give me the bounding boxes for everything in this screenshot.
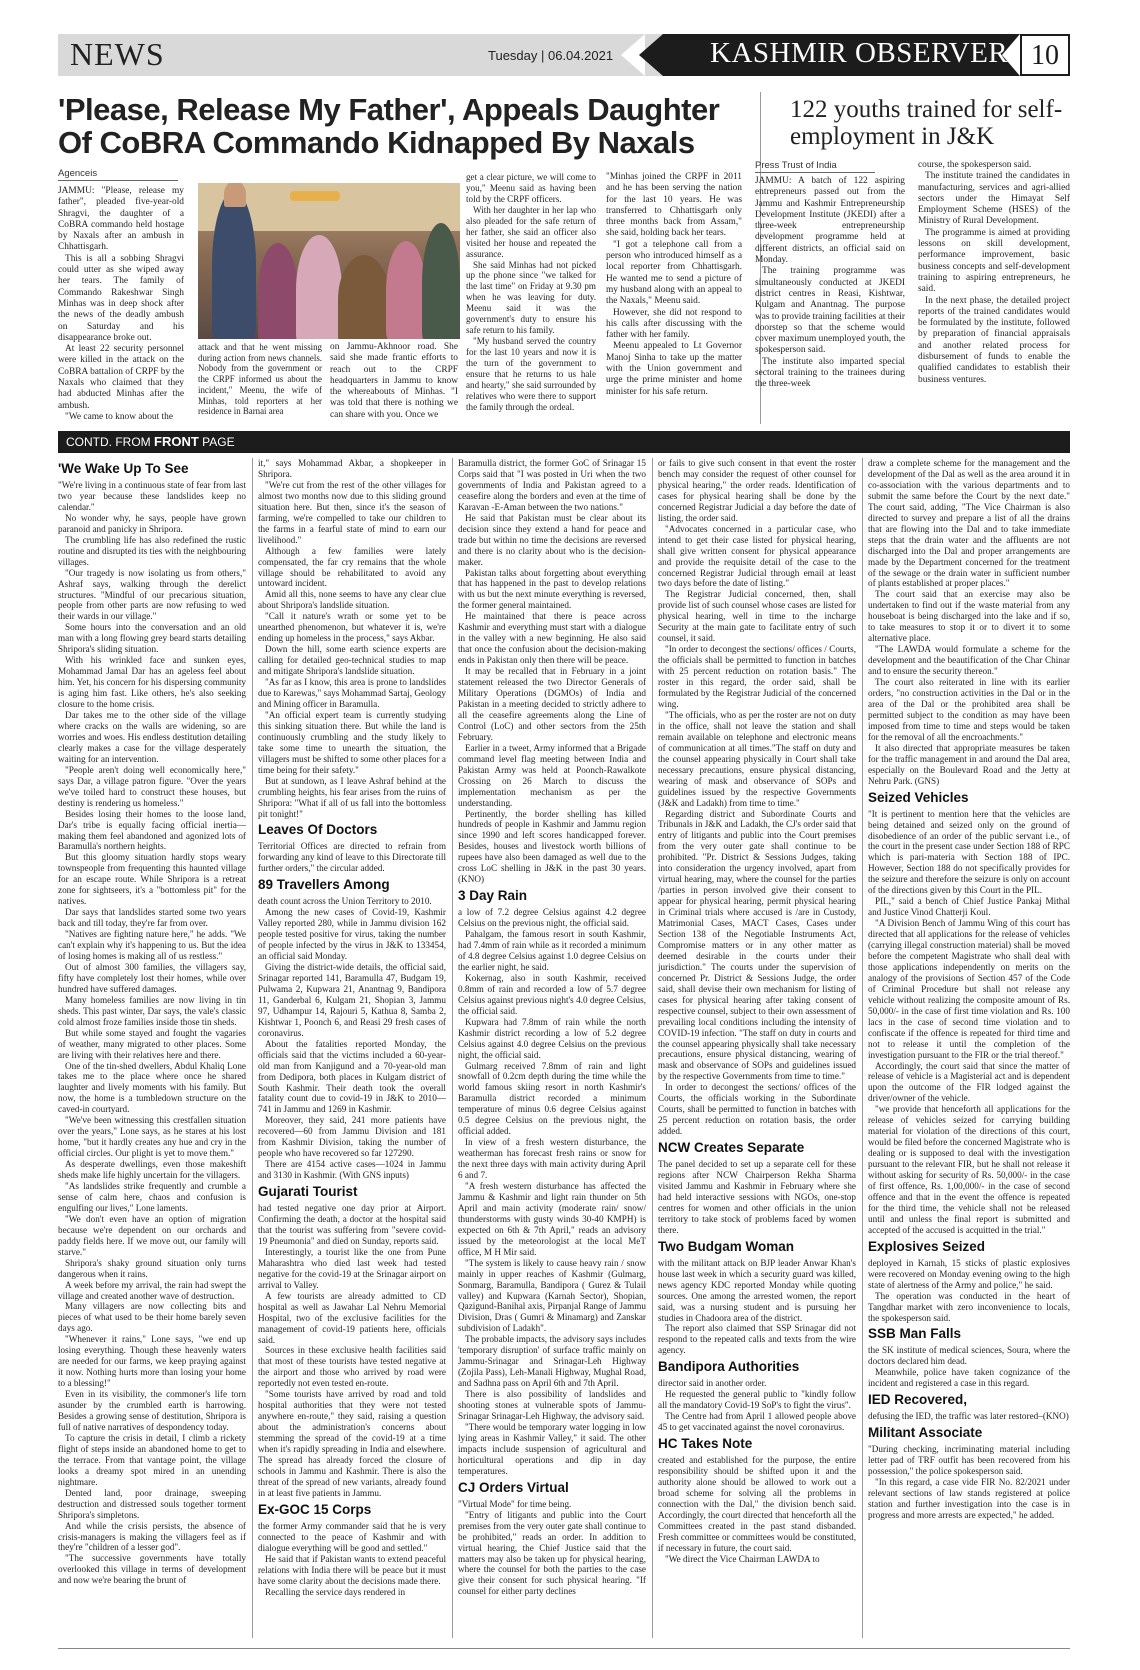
family-photo [198,183,460,339]
subhead: 89 Travellers Among [258,877,390,893]
paragraph: A week before my arrival, the rain had swept the village and created another wave of destruction. [58,1279,246,1301]
paragraph: a low of 7.2 degree Celsius against 4.2 degree Celsius on the previous night, the official said. [458,907,646,929]
paragraph: it," says Mohammad Akbar, a shopkeeper in Shripora. [258,458,446,479]
continued-strong: FRONT [154,434,199,449]
header-left-band [58,34,663,76]
paragraph: "Minhas joined the CRPF in 2011 and he has been serving the nation for the last 10 years. He was transferred to Chhattisgarh only three months back from Assam," she said, holding back her tears. [606,172,742,239]
paragraph: defusing the IED, the traffic was later restored–(KNO) [868,1411,1069,1422]
subhead: 'We Wake Up To See [58,461,189,476]
paragraph: Recalling the service days rendered in [265,1586,406,1597]
paragraph: "People aren't doing well economically here," says Dar, a village patron figure. "Over the years we've toiled hard to construct these houses, but destiny is rendering us homeless." [58,764,246,808]
paragraph: He said that if Pakistan wants to extend peaceful relations with India there will be peace but it must have some clarity about the decisions made there. [258,1553,446,1586]
lead-column-5 [606,172,742,398]
paragraph: "Whenever it rains," Lone says, "we end up losing everything. Though these heavenly waters are needed for our farms, we keep praying against it now. Nothing hurts more than losing your home to a blessing!" [58,1334,246,1389]
paragraph: "we provide that henceforth all applications for the release of vehicles seized for carrying building material for violation of the directions of this court, would be filed before the concerned Magistrate who is dealing or is supposed to deal with the investigation pursuant to the relevant FIR, but he shall not release it without asking for security of Rs. 50,000/- in the case of first offence, Rs. 1,00,000/- in the case of second offence and that in the event the offence is repeated for the third time, the vehicle shall not be released until and unless the final report is submitted and accepted of the accused is acquitted in the trial." [868,1104,1070,1235]
paragraph: Earlier in a tweet, Army informed that a Brigade command level flag meeting between India and Pakistan Army was held at Poonch-Rawalkote Crossing on 26 March to discuss the implementation mechanism as per the understanding. [458,742,646,808]
paragraph: JAMMU: A batch of 122 aspiring entrepreneurs passed out from the Jammu and Kashmir Entrepreneurship Development Institute (JKEDI) after a three-week entrepreneurship development programme held at different districts, an official said on Monday. [755,176,905,266]
paragraph: the SK institute of medical sciences, Soura, where the doctors declared him dead. [868,1345,1070,1367]
paragraph: or fails to give such consent in that event the roster bench may consider the request of other counsel for physical hearing," the order reads. Identification of cases for physical hearing shall be done by the concerned Registrar Judicial a day before the date of listing, the order said. [658,458,856,523]
chevron-left-icon [639,34,663,76]
paragraph: Dar says that landslides started some two years back and till today, they're far from over. [58,907,246,929]
subhead: CJ Orders Virtual [458,1479,569,1495]
paragraph: Regarding district and Subordinate Courts and Tribunals in J&K and Ladakh, the CJ's order said that entry of litigants and public into the Court premises from the very outer gate shall continue to be prohibited. "Pr. District & Sessions Judges, taking into consideration the urgency involved, apart from virtual hearing, may, where the counsel for the parties /parties in person involved give their consent to appear for physical hearing, permit physical hearing in Criminal trials where accused is /are in Custody, Matrimonial Cases, MACT Cases, Cases under Section 138 of the Negotiable Instruments Act, Compromise matters or in any other matter as deemed desirable in the courts under their jurisdiction." The courts under the supervision of concerned Pr. District & Sessions Judge, the order said, shall devise their own mechanism for listing of cases for physical hearing after taking consent of respective counsel, subject to their own assessment of prevailing local conditions including the intensity of COVID-19 infection. "The staff on duty in courts and the counsel appearing physically shall take necessary precautions, ensure physical distancing, wearing of mask and observance of SOPs and guidelines issued by the respective Governments from time to time." [658,808,856,1082]
lead-column-4 [466,172,596,413]
paragraph: To capture the crisis in detail, I climb a rickety flight of steps inside an abandoned home to get to the terrace. From that vantage point, the village looks a dreamy spot mired in an unending nightmare. [58,1432,246,1487]
paragraph: "During checking, incriminating material including letter pad of TRF outfit has been recovered from his possession," the police spokesperson said. [868,1444,1070,1477]
paragraph: Amid all this, none seems to have any clear clue about Shripora's landslide situation. [258,589,446,611]
paragraph: The report also claimed that SSP Srinagar did not respond to the repeated calls and texts from the wire agency. [658,1323,856,1356]
paragraph: Dar takes me to the other side of the village where cracks on the walls are widening, so are worries and woes. His endless destitution detailing clearly makes a case for the village desperately waiting for an intervention. [58,710,246,764]
column-divider [252,458,253,1638]
continued-suffix: PAGE [198,435,235,449]
paragraph: "Our tragedy is now isolating us from others," Ashraf says, walking through the derelict structures. "Mindful of our precarious situation, people from other parts are now refusing to wed their wards in our village." [58,567,246,622]
paragraph: Although a few families were lately compensated, the far cry remains that the whole village should be rehabilitated to avoid any untoward incident. [258,545,446,589]
paragraph: "In order to decongest the sections/ offices / Courts, the officials shall be permitted to function in batches with 25 percent reduction on rotation basis." The roster in this regard, the order said, shall be formulated by the Registrar Judicial of the concerned wing. [658,644,856,709]
lead-byline: Agenceis [58,168,178,181]
paragraph: Pertinently, the border shelling has killed hundreds of people in Kashmir and Jammu region since 1990 and left scores handicapped forever. Besides, houses and livestock worth billions of rupees have also been damaged as well due to the cross LoC shelling in J&K in the past 30 years. (KNO) [458,808,646,885]
paragraph: It may be recalled that in February in a joint statement released the two Director Generals of Military Operations (DGMOs) of India and Pakistan in a meeting decided to strictly adhere to all the ceasefire agreements along the Line of Control (LoC) and other sectors from the 25th February. [458,666,646,742]
paragraph: Dented land, poor drainage, sweeping destruction and distressed souls together torment Shripora's simpletons. [58,1487,246,1520]
paragraph: Gulmarg received 7.8mm of rain and light snowfall of 0.2cm depth during the time while the world famous skiing resort in north Kashmir's Baramulla district recorded a minimum temperature of minus 0.6 degree Celsius against 0.5 degree Celsius on the previous night, the official added. [458,1060,646,1137]
paragraph: "Advocates concerned in a particular case, who intend to get their case listed for physical hearing, shall give written consent for physical appearance and provide the requisite detail of the case to the concerned Registrar Judicial through email at least two days before the date of listing." [658,523,856,589]
paragraph: Kupwara had 7.8mm of rain while the north Kashmir district recording a low of 5.2 degree Celsius against 4.0 degree Celsius on the previous night, the official said. [458,1016,646,1060]
paragraph: "We came to know about the [65,411,173,422]
paragraph: The probable impacts, the advisory says includes 'temporary disruption' of surface traffic mainly on Jammu-Srinagar and Srinagar-Leh Highway (Zojila Pass), Leh-Manali Highway, Mughal Road, and Sadhna pass on April 6th and 7th April. [458,1334,646,1389]
paragraph: created and established for the purpose, the entire responsibility should be shifted upon it and the authority alone should be allowed to work out a broad scheme for solving all the problems in connection with the Dal," the division bench said. Accordingly, the court directed that henceforth all the Committees created in the past stand disbanded. Fresh committee or committees would be constituted, if necessary in future, the court said. [658,1455,856,1553]
continued-bar [58,431,1070,453]
paragraph: The Centre had from April 1 allowed people above 45 to get vaccinated against the novel coronavirus. [658,1411,856,1433]
subhead: Gujarati Tourist [258,1184,358,1200]
paragraph: JAMMU: "Please, release my father", pleaded five-year-old Shragvi, the daughter of a CoBRA commando held hostage by Naxals after an ambush in Chhattisgarh. [58,186,184,253]
paragraph: "Natives are fighting nature here," he adds. "We can't explain why it's happening to us. But the idea of losing homes is making all of us restless." [58,929,246,961]
paragraph: "There would be temporary water logging in low lying areas in Kashmir Valley," it said. The other impacts include suspension of agricultural and horticultural operations and dip in day temperatures. [458,1421,646,1476]
paragraph: The Registrar Judicial concerned, then, shall provide list of such counsel whose cases are listed for physical hearing, well in time to the incharge Security at the main gate to facilitate entry of such counsel, it said. [658,589,856,644]
paragraph: Pahalgam, the famous resort in south Kashmir, had 7.4mm of rain while as it recorded a minimum of 4.8 degree Celsius against 1.0 degree Celsius on the earlier night, he said. [458,929,646,972]
lead-col2-text: attack and that he went missing during action from news channels. Nobody from the government or the CRPF informed us about the incident," Meenu, the wife of Minhas, told reporters at her residence in Barnai area [198,342,322,417]
newspaper-name: KASHMIR OBSERVER [710,37,1009,69]
paragraph: "I got a telephone call from a person who introduced himself as a local reporter from Chhattisgarh. He wanted me to send a picture of my husband along with an appeal to the Naxals," Meenu said. [606,239,742,307]
side-headline: 122 youths trained for self-employment in J&K [790,96,1063,150]
paragraph: "Entry of litigants and public into the Court premises from the very outer gate shall continue to be prohibited," reads an order. In addition to virtual hearing, the Chief Justice said that the matters may also be taken up for physical hearing, where the counsel for both the parties to the case give their consent for such physical hearing. "If counsel for either party declines [458,1509,646,1597]
paragraph: the former Army commander said that he is very connected to the peace of Kashmir and with dialogue everything will be good and settled." [258,1520,446,1553]
subhead: Militant Associate [868,1425,983,1441]
paragraph: had tested negative one day prior at Airport. Confirming the death, a doctor at the hospital said that the tourist was suffering from "severe covid-19 Pneumonia" and died on Sunday, reports said. [258,1203,446,1246]
subhead: Seized Vehicles [868,789,969,805]
paragraph: Many homeless families are now living in tin sheds. This past winter, Dar says, the vale's classic cold almost froze families inside those tin sheds. [58,994,246,1027]
bottom-rule [58,1648,1070,1649]
paragraph: "In this regard, a case vide FIR No. 82/2021 under relevant sections of law stands registered at police station and further investigation into the case is in progress and more arrests are expected," he added. [868,1477,1070,1520]
paragraph: director said in another order. [658,1378,767,1389]
paragraph: The operation was conducted in the heart of Tangdhar market with zero inconvenience to locals, the spokesperson said. [868,1290,1070,1323]
paragraph: Some hours into the conversation and an old man with a long flowing grey beard starts detailing Shripora's sliding situation. [58,622,246,655]
subhead: NCW Creates Separate [658,1140,805,1156]
paragraph: "A Division Bench of Jammu Wing of this court has directed that all applications for the release of vehicles (carrying illegal construction material) shall be moved before the competent Magistrate who shall deal with those applications independently on merits on the analogy of the provisions of Section 457 of the Code of Criminal Procedure but shall not release any vehicle without realizing the composite amount of Rs. 50,000/- in the case of first time violation and Rs. 100 lacs in the case of second time violation and to confiscate if the offence is repeated for third time and not to release it until the completion of the investigation pursuant to the FIR or the trial thereof." [868,918,1070,1060]
paragraph: "My husband served the country for the last 10 years and now it is the turn of the government to ensure that he returns to us hale and hearty," she said surrounded by relatives who were there to support the family through the ordeal. [466,336,596,412]
paragraph: At least 22 security personnel were killed in the attack on the CoBRA battalion of CRPF by the Naxals who claimed that they had abducted Minhas after the ambush. [58,344,184,411]
subhead: IED Recovered, [868,1392,968,1408]
lead-col3-text: on Jammu-Akhnoor road. She said she made frantic efforts to reach out to the CRPF headquarters in Jammu to know the whereabouts of Minhas. "I was told that there is nothing we can share with you. Once we [330,342,458,420]
subhead: Leaves Of Doctors [258,822,378,838]
contd-column-5 [868,458,1070,1521]
paragraph: with the militant attack on BJP leader Anwar Khan's house last week in which a security guard was killed, news agency KDC reported Monday while quoting sources. One among the arrested women, the report said, was a nursing student and is pursuing her studies in Chadoora area of the district. [658,1257,856,1323]
lead-column-3 [330,342,458,421]
side-byline: Press Trust of India [755,160,875,173]
lead-column-2 [198,342,322,417]
paragraph: There is also possibility of landslides and shooting stones at vulnerable spots of Jammu-Srinagar Srinagar-Leh Highway, the advisory said. [458,1389,646,1422]
paragraph: "We're cut from the rest of the other villages for almost two months now due to this sliding ground situation here. But then, since it's the season of farming, we're compelled to take our children to the farms in a fearful state of mind to earn our livelihood." [258,479,446,545]
paragraph: "As landslides strike frequently and crumble a sense of calm here, chaos and confusion is engulfing our lives," Lone laments. [58,1181,246,1213]
paragraph: She said Minhas had not picked up the phone since "we talked for the last time" on Friday at 9.30 pm when he was leaving for duty. Meenu said it was the government's duty to ensure his safe return to his family. [466,259,596,336]
subhead: HC Takes Note [658,1436,753,1452]
paragraph: Down the hill, some earth science experts are calling for detailed geo-technical studies to map and mitigate Shripora's landslide situation. [258,644,446,677]
paragraph: With his wrinkled face and sunken eyes, Mohammad Jamal Dar has an ageless feel about him. Yet, his concern for his dispersing community is aging him fast. Like others, he's also seeking closure to the home crisis. [58,655,246,710]
paragraph: He requested the general public to "kindly follow all the mandatory Covid-19 SoP's to fight the virus". [658,1389,856,1411]
paragraph: "It is pertinent to mention here that the vehicles are being detained and seized only on the ground of disobedience of an order of the public servant i.e., of the court in the present case under Section 188 of RPC which is pari-materia with Section 188 of IPC. However, Section 188 do not specifically provides for the seizure and therefore the seizure is only on account of the directions given by this Court in the PIL. [868,808,1070,896]
issue-date: Tuesday | 06.04.2021 [488,48,614,63]
paragraph: "Virtual Mode" for time being. [458,1498,572,1509]
side-column-1 [755,176,905,391]
paragraph: Besides losing their homes to the loose land, Dar's tribe is equally facing official inertia—making them feel abandoned and agonized lots of Baramulla's northern heights. [58,808,246,852]
paragraph: The panel decided to set up a separate cell for these regions after NCW Chairperson Rekha Sharma visited Jammu and Kashmir in February where she had held interactive sessions with NGOs, one-stop centres for women and other officials in the union territory to take stock of problems faced by women there. [658,1159,856,1235]
paragraph: This is all a sobbing Shragvi could utter as she wiped away her tears. The family of Commando Rakeshwar Singh Minhas was in deep shock after the news of the deadly ambush on Saturday and his disappearance broke out. [58,253,184,343]
paragraph: death count across the Union Territory to 2010. [258,896,432,907]
paragraph: One of the tin-shed dwellers, Abdul Khaliq Lone takes me to the place where once he shared laughter and lively moments with his family. But now, the home is a tumbledown structure on the caved-in courtyard. [58,1060,246,1115]
paragraph: Territorial Offices are directed to refrain from forwarding any kind of leave to this Directorate till further orders," the circular added. [258,841,446,874]
lead-column-1 [58,186,184,426]
subhead: Bandipora Authorities [658,1359,800,1375]
lead-headline: 'Please, Release My Father', Appeals Daughter Of CoBRA Commando Kidnapped By Naxals [58,92,720,160]
paragraph: He said that Pakistan must be clear about its decision since they extend a hand for peace and trade but within no time the decisions are reversed and there is no clarity about who is the decision-maker. [458,512,646,567]
paragraph: "The system is likely to cause heavy rain / snow mainly in upper reaches of Kashmir (Gulmarg, Sonmarg, Baramulla, Bandipora ( Gurez & Tulail valley) and Kupwara (Karnah Sector), Shopian, Qazigund-Banihal axis, Pirpanjal Range of Jammu Division, Dras ( Gumri & Minamarg) and Zanskar subdivision of Ladakh". [458,1257,646,1334]
paragraph: The institute trained the candidates in manufacturing, services and agri-allied sectors under the Himayat Self Employment Scheme (HSES) of the Ministry of Rural Development. [918,171,1070,227]
paragraph: Meanwhile, police have taken cognizance of the incident and registered a case in this regard. [868,1367,1070,1389]
paragraph: The programme is aimed at providing lessons on skill development, performance improvement, basic business concepts and self-development training to aspiring entrepreneurs, he said. [918,227,1070,295]
page-number: 10 [1020,34,1070,76]
page-header [58,34,1070,76]
paragraph: Accordingly, the court said that since the matter of release of vehicle is a Magisterial act and is dependent upon the outcome of the FIR lodged against the driver/owner of the vehicle. [868,1060,1070,1104]
paragraph: Pakistan talks about forgetting about everything that has happened in the past to develop relations with us but the next minute everything is reversed, the former general maintained. [458,567,646,611]
contd-column-2 [258,458,446,1598]
paragraph: He maintained that there is peace across Kashmir and everything must start with a dialogue in the valley with a new beginning. He also said that once the confusion about the decision-making ends in Pakistan only then there will be peace. [458,611,646,666]
paragraph: Sources in these exclusive health facilities said that most of these tourists have tested negative at the airport and those who arrived by road were reportedly not even tested en-route. [258,1345,446,1389]
paragraph: A few tourists are already admitted to CD hospital as well as Jawahar Lal Nehru Memorial Hospital, two of the exclusive facilities for the management of covid-19 patients here, officials said. [258,1290,446,1345]
continued-prefix: CONTD. FROM [66,435,154,449]
paragraph: Moreover, they said, 241 more patients have recovered—60 from Jammu Division and 181 from Kashmir Division, taking the number of people who have recovered so far 127290. [258,1115,446,1159]
paragraph: "We've been witnessing this crestfallen situation over the years," Lone says, as he stares at his lost home, "but it hardly creates any hue and cry in the official circles. Our plight is yet to move them." [58,1115,246,1159]
subhead: SSB Man Falls [868,1326,962,1342]
paragraph: "The officials, who as per the roster are not on duty in the office, shall not leave the station and shall remain available on telephone and electronic means of communication at all times."The staff on duty and the counsel appearing physically in Court shall take necessary precautions, ensure physical distancing, wearing of mask and observance of SOPs and guidelines issued by the respective Governments (J&K and Ladakh) from time to time." [658,709,856,808]
paragraph: No wonder why, he says, people have grown paranoid and panicky in Shripora. [58,512,246,534]
paragraph: There are 4154 active cases—1024 in Jammu and 3130 in Kashmir. (With GNS inputs) [258,1159,446,1181]
paragraph: get a clear picture, we will come to you," Meenu said as having been told by the CRPF officers. [466,172,596,204]
paragraph: Meenu appealed to Lt Governor Manoj Sinha to take up the matter with the Union government and urge the prime minister and home minister for his safe return. [606,341,742,397]
paragraph: draw a complete scheme for the management and the development of the Dal as well as the area around it in co-association with the various departments and to submit the same before the Court by the next date." The court said, adding, "The Vice Chairman is also directed to survey and prepare a list of all the drains that are flowing into the Dal and to take immediate steps that the drain water and the affluents are not discharged into the Dal and proper arrangements are made by the Department concerned for the treatment of the sewage or the drain water in sufficient number of plants established at proper places." [868,458,1070,589]
column-divider [452,458,453,1638]
paragraph: Kokernag, also in south Kashmir, received 0.8mm of rain and recorded a low of 5.7 degree Celsius against previous night's 4.0 degree Celsius, the official said. [458,972,646,1016]
side-column-2 [918,160,1070,386]
paragraph: Giving the district-wide details, the official said, Srinagar reported 141, Baramulla 47, Budgam 19, Pulwama 2, Kupwara 21, Anantnag 9, Bandipora 11, Ganderbal 6, Kulgam 21, Shopian 3, Jammu 97, Udhampur 14, Rajouri 5, Kathua 8, Samba 2, Kishtwar 1, Poonch 6, and Reasi 29 fresh cases of coronavirus. [258,962,446,1038]
paragraph: The court said that an exercise may also be undertaken to find out if the waste material from any houseboat is being discharged into the lake and if so, to take measures to stop it or to divert it to some alternative place. [868,589,1070,644]
paragraph: In the next phase, the detailed project reports of the trained candidates would be formulated by the institute, followed by preparation of financial appraisals and another related process for disbursement of funds to enable the qualified candidates to establish their business ventures. [918,295,1070,385]
paragraph: Interestingly, a tourist like the one from Pune Maharashtra who died last week had tested negative for the covid-19 at the Srinagar airport on arrival to Valley. [258,1246,446,1290]
paragraph: "We direct the Vice Chairman LAWDA to [665,1553,820,1564]
chevron-left-icon [1002,34,1020,76]
paragraph: However, she did not respond to his calls after discussing with the father with her family. [606,307,742,341]
paragraph: And while the crisis persists, the absence of crisis-managers is making the villagers feel as if they're "children of a lesser god". [58,1520,246,1553]
paragraph: In view of a fresh western disturbance, the weatherman has forecast fresh rains or snow for the next three days with main activity during April 6 and 7. [458,1137,646,1181]
paragraph: course, the spokesperson said. [918,160,1032,170]
subhead: Explosives Seized [868,1238,986,1254]
paragraph: But while some stayed and fought the vagaries of weather, many migrated to other places. Some are living with their relatives here and there. [58,1027,246,1060]
paragraph: "As far as I know, this area is prone to landslides due to Karewas," says Mohammad Sartaj, Geology and Mining officer in Baramulla. [258,677,446,709]
paragraph: Many villagers are now collecting bits and pieces of what used to be their home barely seven days ago. [58,1301,246,1334]
subhead: 3 Day Rain [458,888,528,904]
contd-column-3 [458,458,646,1597]
column-divider [862,458,863,1638]
paragraph: deployed in Karnah, 15 sticks of plastic explosives were recovered on Monday evening owing to the high state of alertness of the Army and police," he said. [868,1257,1070,1290]
paragraph: It also directed that appropriate measures be taken for the traffic management in and around the Dal area, especially on the Boulevard Road and the Jetty at Nehru Park. (GNS) [868,742,1070,786]
subhead: Ex-GOC 15 Corps [258,1501,372,1517]
paragraph: "A fresh western disturbance has affected the Jammu & Kashmir and light rain thunder on 5th April and main activity (moderate rain/ snow/ thunderstorms with gusty winds 30-40 KMPH) is expected on 6th & 7th April," reads an advisory issued by the meteorologist at the local MeT office, M H Mir said. [458,1181,646,1257]
paragraph: Baramulla district, the former GoC of Srinagar 15 Corps said that "I was posted in Uri when the two governments of India and Pakistan agreed to a ceasefire along the borders and even at the time of Karavan -E-Aman between the two nations." [458,458,646,512]
paragraph: "Some tourists have arrived by road and told hospital authorities that they were not tested anywhere en-route," they said, raising a question about the administration's concerns about stemming the spread of the covid-19 at a time when it's rapidly spreading in India and elsewhere. The spread has already forced the closure of schools in Jammu and Kashmir. There is also the threat of the spread of new variants, already found in at least five patients in Jammu. [258,1389,446,1498]
paragraph: The court also reiterated in line with its earlier orders, "no construction activities in the Dal or in the area of the Dal or the prohibited area shall be permitted subject to the condition as may have been imposed from time to time and steps would be taken for the removal of all the encroachments." [868,677,1070,742]
paragraph: "We don't even have an option of migration because we're dependent on our orchards and paddy fields here. If we move out, our family will starve." [58,1213,246,1257]
paragraph: "An official expert team is currently studying this sinking situation there. But while the land is continuously crumbling and the study likely to take some time to unearth the situation, the villagers must be shifted to some other places for a time being for their safety." [258,709,446,775]
paragraph: Among the new cases of Covid-19, Kashmir Valley reported 280, while in Jammu division 162 people tested positive for virus, taking the number of people infected by the virus in J&K to 133454, an official said Monday. [258,907,446,962]
contd-column-4 [658,458,856,1565]
paragraph: About the fatalities reported Monday, the officials said that the victims included a 60-year-old man from Kanjigund and a 70-year-old man from Dedipora, both places in Kulgam district of South Kashmir. Their death took the overall fatality count due to covid-19 in J&K to 2010—741 in Jammu and 1269 in Kashmir. [258,1038,446,1115]
paragraph: "The successive governments have totally overlooked this village in terms of development and now we're bearing the brunt of [58,1553,246,1586]
paragraph: "We're living in a continuous state of fear from last two year because these landslides keep no calendar." [58,480,246,512]
paragraph: "The LAWDA would formulate a scheme for the development and the beautification of the Char Chinar and to ensure the security thereon." [868,644,1070,677]
paragraph: But this gloomy situation hardly stops weary townspeople from frequenting this haunted village for an escape route. While Shripora is a retreat zone for sightseers, it's a "bottomless pit" for the natives. [58,852,246,907]
paragraph: But at sundown, as I leave Ashraf behind at the crumbling heights, his fear arises from the ruins of Shripora: "What if all of us fall into the bottomless pit tonight!" [258,775,446,819]
paragraph: PIL," said a bench of Chief Justice Pankaj Mithal and Justice Vinod Chatterji Koul. [868,896,1070,918]
column-divider [652,458,653,1638]
paragraph: Out of almost 300 families, the villagers say, fifty have completely lost their homes, while over hundred have suffered damages. [58,961,246,994]
paragraph: The training programme was simultaneously conducted at JKEDI district centres in Reasi, Kishtwar, Kulgam and Anantnag. The purpose was to provide training facilities at their doorstep so that the scheme would cover maximum unemployed youth, the spokesperson said. [755,266,905,356]
paragraph: In order to decongest the sections/ offices of the Courts, the officials working in the Subordinate Courts, shall be permitted to function in batches with 25 percent reduction on rotation basis, the order added. [658,1082,856,1137]
paragraph: Even in its visibility, the commoner's life torn asunder by the crumbled earth is harrowing. Besides a growing sense of destitution, Shripora is full of native narratives of despondency today. [58,1389,246,1432]
section-label: NEWS [70,36,165,72]
paragraph: The institute also imparted special sectoral training to the trainees during the three-week [755,356,905,390]
paragraph: Shripora's shaky ground situation only turns dangerous when it rains. [58,1257,246,1279]
contd-column-1 [58,458,246,1586]
paragraph: The crumbling life has also redefined the rustic routine and disrupted its ties with the neighbouring villages. [58,534,246,567]
paragraph: "Call it nature's wrath or some yet to be unearthed phenomenon, but whatever it is, we're ending up homeless in the process," says Akbar. [258,611,446,644]
paragraph: As desperate dwellings, even those makeshift sheds make life highly uncertain for the villagers. [58,1159,246,1181]
subhead: Two Budgam Woman [658,1238,794,1254]
paragraph: With her daughter in her lap who also pleaded for the safe return of her father, she said an officer also visited her house and repeated the assurance. [466,204,596,259]
